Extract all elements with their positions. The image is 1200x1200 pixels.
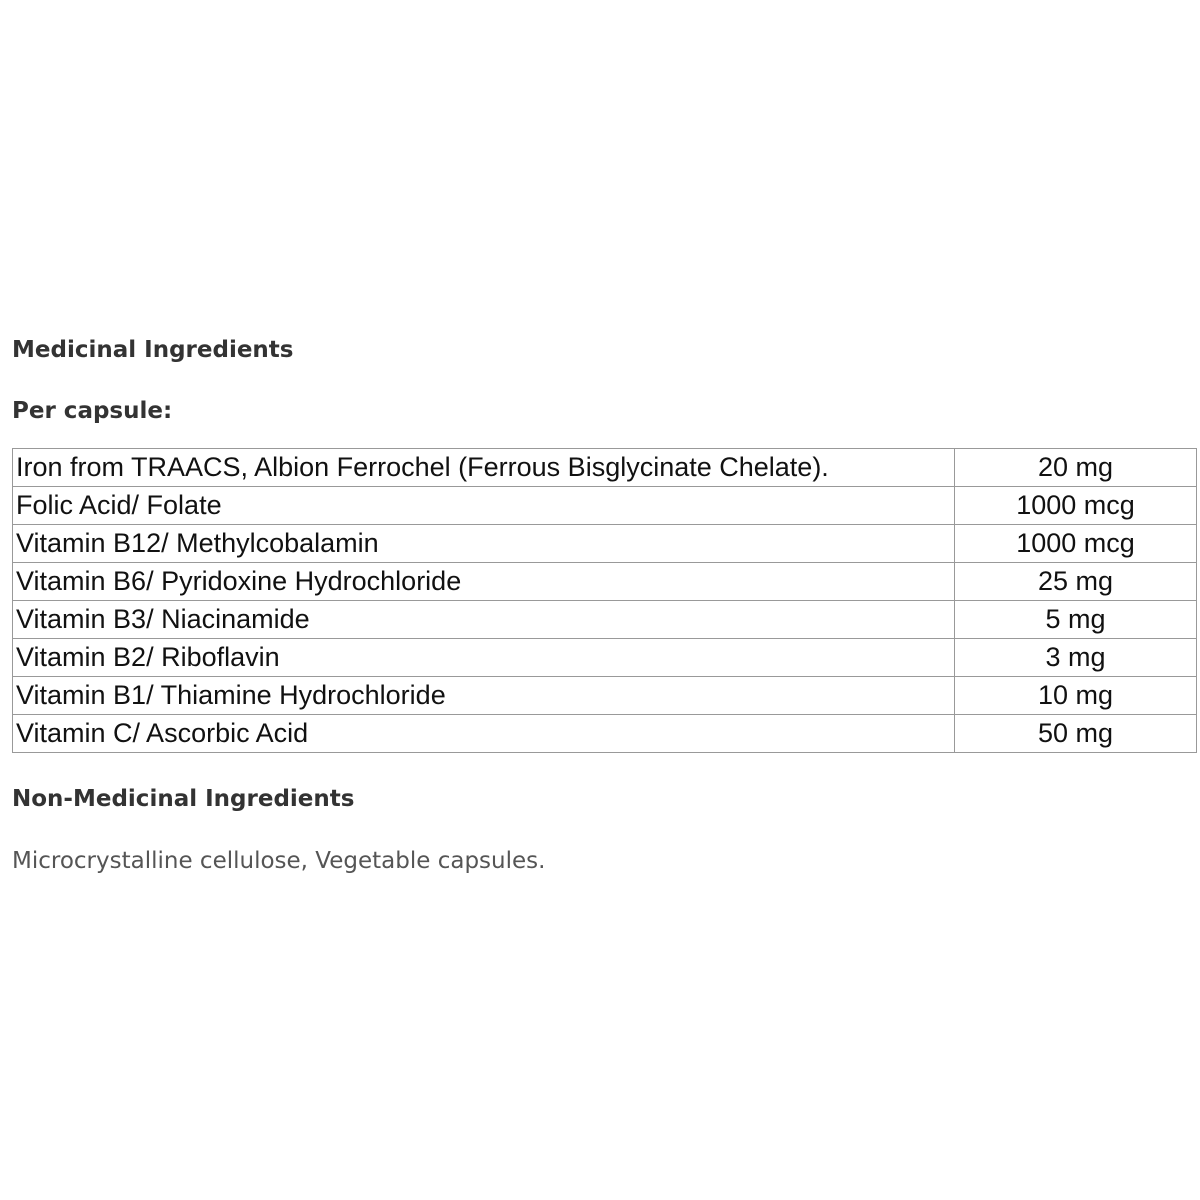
ingredient-name: Vitamin B2/ Riboflavin: [13, 639, 955, 677]
ingredient-amount: 1000 mcg: [955, 487, 1197, 525]
ingredient-name: Folic Acid/ Folate: [13, 487, 955, 525]
ingredient-amount: 25 mg: [955, 563, 1197, 601]
ingredient-name: Vitamin B6/ Pyridoxine Hydrochloride: [13, 563, 955, 601]
ingredient-name: Vitamin B3/ Niacinamide: [13, 601, 955, 639]
ingredient-amount: 5 mg: [955, 601, 1197, 639]
ingredient-name: Vitamin B12/ Methylcobalamin: [13, 525, 955, 563]
ingredient-amount: 3 mg: [955, 639, 1197, 677]
table-row: [13, 487, 1197, 525]
ingredient-amount: 50 mg: [955, 715, 1197, 753]
ingredient-name: Vitamin B1/ Thiamine Hydrochloride: [13, 677, 955, 715]
per-capsule-label: Per capsule:: [12, 398, 173, 424]
non-medicinal-ingredients-heading: Non-Medicinal Ingredients: [12, 786, 355, 812]
ingredients-table: [12, 448, 1197, 753]
ingredient-name: Vitamin C/ Ascorbic Acid: [13, 715, 955, 753]
table-row: [13, 715, 1197, 753]
medicinal-ingredients-heading: Medicinal Ingredients: [12, 337, 294, 363]
table-row: [13, 677, 1197, 715]
ingredient-amount: 20 mg: [955, 449, 1197, 487]
ingredient-amount: 10 mg: [955, 677, 1197, 715]
table-row: [13, 525, 1197, 563]
non-medicinal-ingredients-text: Microcrystalline cellulose, Vegetable capsules.: [12, 848, 546, 874]
table-row: [13, 601, 1197, 639]
table-row: [13, 449, 1197, 487]
table-row: [13, 563, 1197, 601]
ingredients-table-container: [12, 448, 1196, 753]
table-row: [13, 639, 1197, 677]
ingredient-amount: 1000 mcg: [955, 525, 1197, 563]
ingredient-name: Iron from TRAACS, Albion Ferrochel (Ferrous Bisglycinate Chelate).: [13, 449, 955, 487]
